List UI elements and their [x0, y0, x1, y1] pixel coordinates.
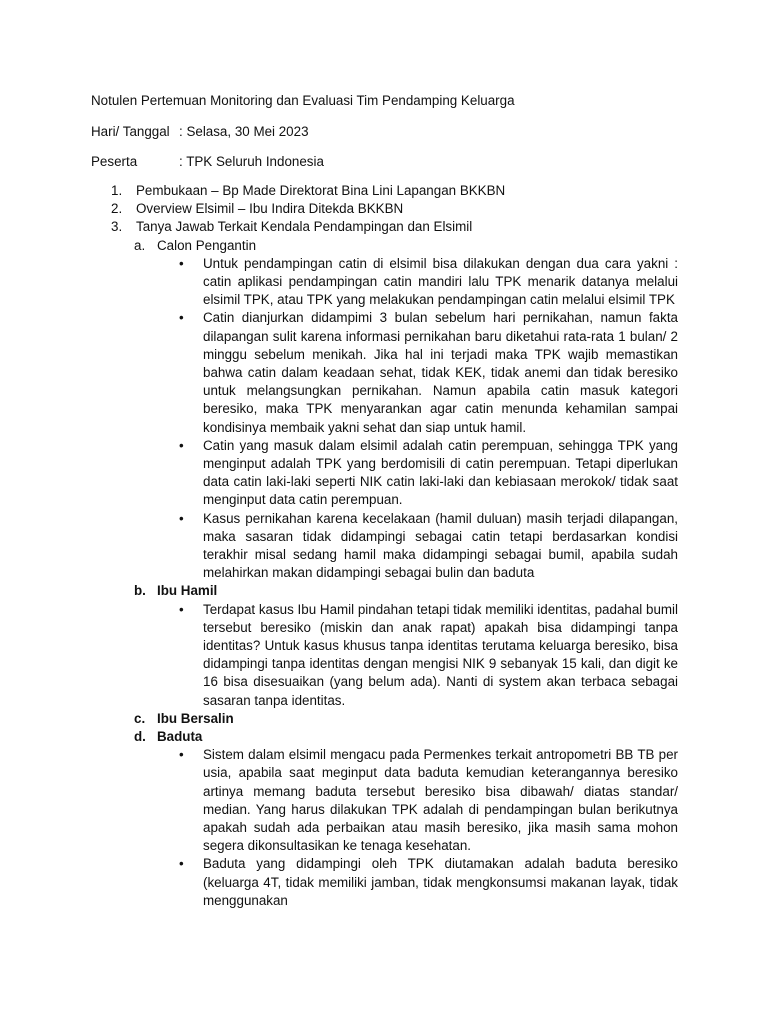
bullet-icon: • [179, 601, 184, 617]
bullet-icon: • [179, 255, 184, 271]
document-title: Notulen Pertemuan Monitoring dan Evaluasi Tim Pendamping Keluarga [91, 93, 515, 108]
agenda-number: 1. [111, 183, 123, 198]
meta-participants-value: : TPK Seluruh Indonesia [179, 154, 324, 169]
section-letter: a. [134, 237, 146, 253]
bullet-item [179, 309, 678, 436]
bullet-icon: • [179, 510, 184, 526]
bullet-text: Baduta yang didampingi oleh TPK diutamakan adalah baduta beresiko (keluarga 4T, tidak memiliki jamban, tidak mengkonsumsi makanan layak, tidak menggunakan [203, 856, 678, 908]
agenda-text: Pembukaan – Bp Made Direktorat Bina Lini Lapangan BKKBN [136, 183, 506, 198]
section-title: Calon Pengantin [157, 237, 257, 253]
bullet-item [179, 746, 678, 855]
bullet-item [179, 855, 678, 910]
meta-date-label: Hari/ Tanggal [91, 124, 170, 139]
bullet-item [179, 601, 678, 710]
meta-date-value: : Selasa, 30 Mei 2023 [179, 124, 309, 139]
section-heading [134, 710, 768, 728]
section-title: Ibu Bersalin [157, 710, 234, 726]
bullet-icon: • [179, 437, 184, 453]
bullet-text: Kasus pernikahan karena kecelakaan (hamil duluan) masih terjadi dilapangan, maka sasaran tidak didampingi sebagai catin tetapi berdasarkan kondisi terakhir misal sedang hamil maka didampingi sebagai bumil, apabila sudah melahirkan makan didampingi sebagai bulin dan baduta [203, 510, 678, 581]
section-heading [134, 582, 768, 600]
section-title: Ibu Hamil [157, 583, 218, 599]
agenda-item [111, 200, 768, 218]
section-letter: c. [134, 710, 146, 726]
bullet-text: Catin dianjurkan didampimi 3 bulan sebelum hari pernikahan, namun fakta dilapangan sulit karena informasi pernikahan baru diketahui rata-rata 1 bulan/ 2 minggu sebelum menikah. Jika hal ini terjadi maka TPK wajib memastikan bahwa catin dalam keadaan sehat, tidak KEK, tidak anemi dan tidak beresiko untuk melangsungkan pernikahan. Namun apabila catin masuk kategori beresiko, maka TPK menyarankan agar catin menunda kehamilan sampai kondisinya membaik yakni sehat dan siap untuk hamil. [203, 310, 678, 435]
meta-participants-row [91, 153, 324, 171]
agenda-item [111, 182, 768, 200]
agenda-text: Tanya Jawab Terkait Kendala Pendampingan dan Elsimil [136, 219, 473, 235]
bullet-item [179, 255, 678, 310]
section-heading [134, 237, 768, 255]
bullet-item [179, 510, 678, 583]
bullet-icon: • [179, 747, 184, 763]
section-letter: b. [134, 583, 146, 599]
meta-participants-label: Peserta [91, 154, 138, 169]
meta-date-row [91, 123, 309, 141]
bullet-item [179, 437, 678, 510]
agenda-number: 2. [111, 201, 123, 217]
section-title: Baduta [157, 729, 203, 744]
bullet-text: Untuk pendampingan catin di elsimil bisa dilakukan dengan dua cara yakni : catin aplikasi pendampingan catin mandiri lalu TPK menarik datanya melalui elsimil TPK, atau TPK yang melakukan pendampingan catin melalui elsimil TPK [203, 255, 678, 308]
section-heading [134, 728, 768, 746]
bullet-icon: • [179, 856, 184, 872]
agenda-list [0, 182, 768, 910]
bullet-icon: • [179, 310, 184, 326]
agenda-item [111, 218, 768, 236]
section-letter: d. [134, 729, 146, 744]
agenda-number: 3. [111, 219, 123, 235]
agenda-text: Overview Elsimil – Ibu Indira Ditekda BKKBN [136, 201, 404, 217]
bullet-text: Sistem dalam elsimil mengacu pada Permenkes terkait antropometri BB TB per usia, apabila saat meginput data baduta kemudian keterangannya beresiko artinya memang baduta tersebut beresiko bisa dibawah/ diatas standar/ median. Yang harus dilakukan TPK adalah di pendampingan bulan berikutnya apakah sudah ada perbaikan atau masih beresiko, jika masih sama mohon segera dikonsultasikan ke tenaga kesehatan. [203, 747, 678, 854]
bullet-text: Catin yang masuk dalam elsimil adalah catin perempuan, sehingga TPK yang menginput adalah TPK yang berdomisili di catin perempuan. Tetapi diperlukan data catin laki-laki seperti NIK catin laki-laki dan kebiasaan merokok/ tidak saat menginput data catin perempuan. [203, 437, 678, 508]
bullet-text: Terdapat kasus Ibu Hamil pindahan tetapi tidak memiliki identitas, padahal bumil tersebut beresiko (miskin dan anak rapat) apakah bisa didampingi tanpa identitas? Untuk kasus khusus tanpa identitas terutama keluarga beresiko, bisa didampingi tanpa identitas dengan mengisi NIK 9 sebanyak 15 kali, dan digit ke 16 bisa disesuaikan (yang belum ada). Nanti di system akan terbaca sebagai sasaran tanpa identitas. [203, 601, 678, 708]
